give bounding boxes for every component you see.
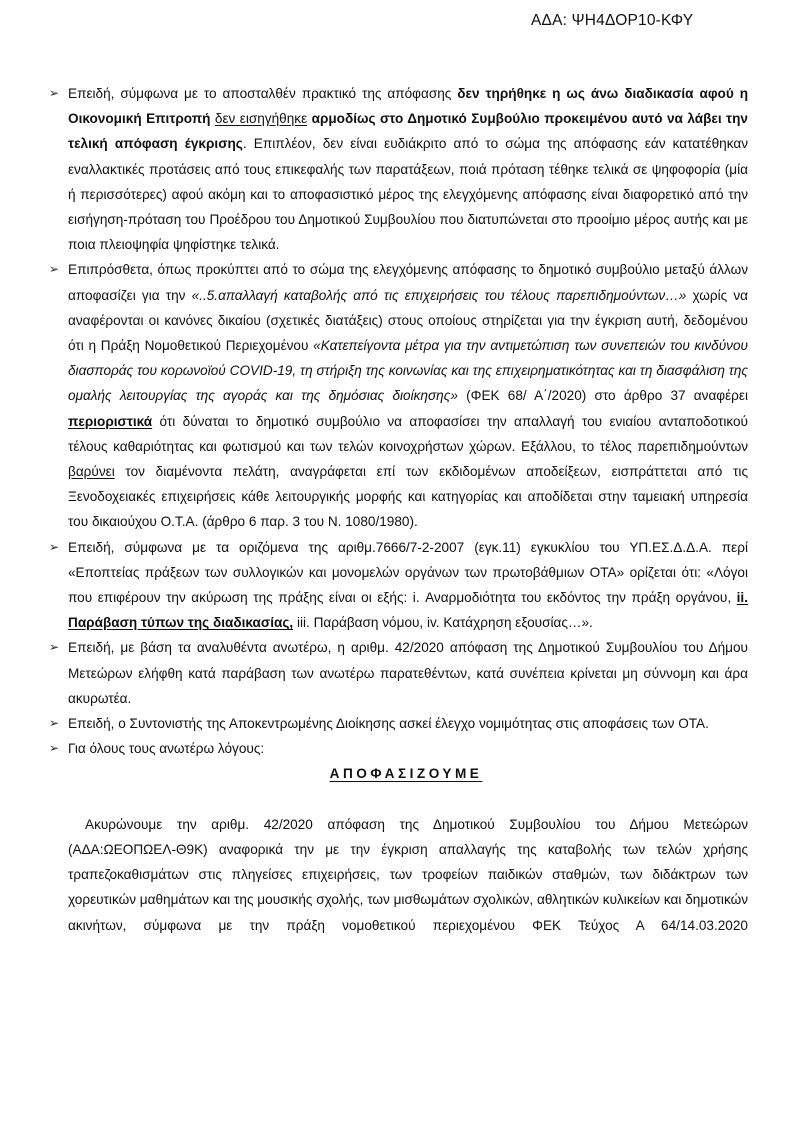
text-run: περιοριστικά	[68, 413, 153, 429]
bullet-text	[68, 81, 748, 257]
text-run: Επειδή, σύμφωνα με το αποσταλθέν πρακτικό της απόφασης	[68, 86, 458, 101]
text-run: χωρίς να αναφέρονται οι κανόνες δικαίου (σχετικές διατάξεις) στους οποίους στηρίζεται για την έγκριση αυτή, δεδομένου ότι η Πράξη Νομοθετικού Περιεχομένου	[68, 287, 748, 354]
text-run: Για όλους τους ανωτέρω λόγους:	[68, 741, 265, 757]
arrow-bullet-icon: ➢	[49, 262, 60, 277]
decision-heading: ΑΠΟΦΑΣΙΖΟΥΜΕ	[329, 766, 483, 782]
document-body	[50, 81, 748, 938]
text-run: Επειδή, με βάση τα αναλυθέντα ανωτέρω, η αριθμ. 42/2020 απόφαση της Δημοτικού Συμβουλίου του Δήμου Μετεώρων ελήφθη κατά παράβαση των ανωτέρω παρατεθέντων, κατά συνέπεια κρίνεται μη σύννομη και άρα ακυρωτέα.	[68, 640, 748, 706]
text-run: Επιπρόσθετα, όπως προκύπτει από το σώμα της ελεγχόμενης απόφασης το δημοτικό συμβούλιο μεταξύ άλλων αποφασίζει για την	[68, 262, 748, 303]
bullet-text	[68, 535, 748, 636]
bullet-text	[68, 711, 748, 736]
text-run: τον διαμένοντα πελάτη, αναγράφεται επί των εκδιδομένων αποδείξεων, εισπράττεται από τις Ξενοδοχειακές επιχειρήσεις κάθε λειτουργικής μορφής και κατηγορίας και αποδίδεται στην ταμειακή υπηρεσία του δικαιούχου Ο.Τ.Α. (άρθρο 6 παρ. 3 του Ν. 1080/1980).	[68, 464, 748, 530]
text-run: (ΦΕΚ 68/ Α΄/2020) στο άρθρο 37 αναφέρει	[457, 388, 748, 404]
ada-document-id: ΑΔΑ: ΨΗ4ΔΟΡ10-ΚΦΥ	[531, 12, 694, 29]
text-run: βαρύνει	[68, 464, 115, 480]
text-run: αρμοδίως στο Δημοτικό Συμβούλιο προκειμένου αυτό να λάβει την τελική απόφαση έγκρισης	[68, 111, 748, 152]
final-decision-paragraph: Ακυρώνουμε την αριθμ. 42/2020 απόφαση της Δημοτικού Συμβουλίου του Δήμου Μετεώρων (ΑΔΑ:ΩΕΟΠΩΕΛ-Θ9Κ) αναφορικά την με την έγκριση απαλλαγής της καταβολής των τελών χρήσης τραπεζοκαθισμάτων στις πληγείσες επιχειρήσεις, των τροφείων παιδικών σταθμών, των διδάκτρων των χορευτικών μαθημάτων και της μουσικής σχολής, των μισθωμάτων σχολικών, αθλητικών κυλικείων και δημοτικών ακινήτων, σύμφωνα με την πράξη νομοθετικού περιεχομένου ΦΕΚ Τεύχος Α 64/14.03.2020	[68, 816, 748, 933]
bullet-paragraph	[50, 81, 748, 257]
text-run: Επειδή, ο Συντονιστής της Αποκεντρωμένης Διοίκησης ασκεί έλεγχο νομιμότητας στις αποφάσεις των ΟΤΑ.	[68, 716, 709, 732]
bullet-paragraph	[50, 257, 748, 534]
bullet-paragraph	[50, 711, 748, 736]
text-run: δεν τηρήθηκε η ως άνω διαδικασία αφού η Οικονομική Επιτροπή	[68, 86, 749, 127]
text-run: iii. Παράβαση νόμου, iv. Κατάχρηση εξουσίας…».	[293, 615, 593, 631]
arrow-bullet-icon: ➢	[49, 716, 60, 731]
spacer	[50, 787, 748, 812]
text-run: Επειδή, σύμφωνα με τα οριζόμενα της αριθμ.7666/7-2-2007 (εγκ.11) εγκυκλίου του ΥΠ.ΕΣ.Δ.Δ.Α. περί «Εποπτείας πράξεων των συλλογικών και μονομελών οργάνων των πρωτοβάθμιων ΟΤΑ» ορίζεται ότι: «Λόγοι που επιφέρουν την ακύρωση της πράξης είναι οι εξής: i. Αναρμοδιότητα του εκδόντος την πράξη οργάνου,	[68, 539, 748, 606]
arrow-bullet-icon: ➢	[49, 741, 60, 756]
text-run: ii. Παράβαση τύπων της διαδικασίας,	[68, 590, 748, 631]
arrow-bullet-icon: ➢	[49, 640, 60, 655]
text-run: δεν εισηγήθηκε	[214, 111, 308, 127]
bullet-text	[68, 257, 748, 534]
bullet-text	[68, 635, 748, 711]
bullet-list	[50, 81, 748, 761]
arrow-bullet-icon: ➢	[49, 539, 60, 554]
bullet-paragraph	[50, 635, 748, 711]
bullet-text	[68, 736, 748, 761]
arrow-bullet-icon: ➢	[49, 86, 60, 100]
bullet-paragraph	[50, 535, 748, 636]
text-run: «Κατεπείγοντα μέτρα για την αντιμετώπιση των συνεπειών του κινδύνου διασποράς του κορωνοϊού COVID-19, τη στήριξη της κοινωνίας και της επιχειρηματικότητας και τη διασφάλιση της ομαλής λειτουργίας της αγοράς και της δημόσιας διοίκησης»	[68, 338, 748, 404]
text-run: ότι δύναται το δημοτικό συμβούλιο να αποφασίσει την απαλλαγή του ενιαίου ανταποδοτικού τέλους καθαριότητας και φωτισμού και των τελών κοινοχρήστων χώρων. Εξάλλου, το τέλος παρεπιδημούντων	[68, 413, 748, 454]
bullet-paragraph	[50, 736, 748, 761]
text-run: «..5.απαλλαγή καταβολής από τις επιχειρήσεις του τέλους παρεπιδημούντων…»	[191, 287, 687, 303]
text-run: . Επιπλέον, δεν είναι ευδιάκριτο από το σώμα της απόφασης εάν κατατέθηκαν εναλλακτικές προτάσεις από τους επικεφαλής των παρατάξεων, ποιά πρόταση τέθηκε τελικά σε ψηφοφορία (μία ή περισσότερες) αφού ακόμη και το αποφασιστικό μέρος της ελεγχόμενης απόφασης είναι διαφορετικό από την εισήγηση-πρόταση του Προέδρου του Δημοτικού Συμβουλίου που διατυπώνεται στο προοίμιο μέρος αυτής και με ποια πλειοψηφία ψηφίστηκε τελικά.	[68, 136, 748, 253]
